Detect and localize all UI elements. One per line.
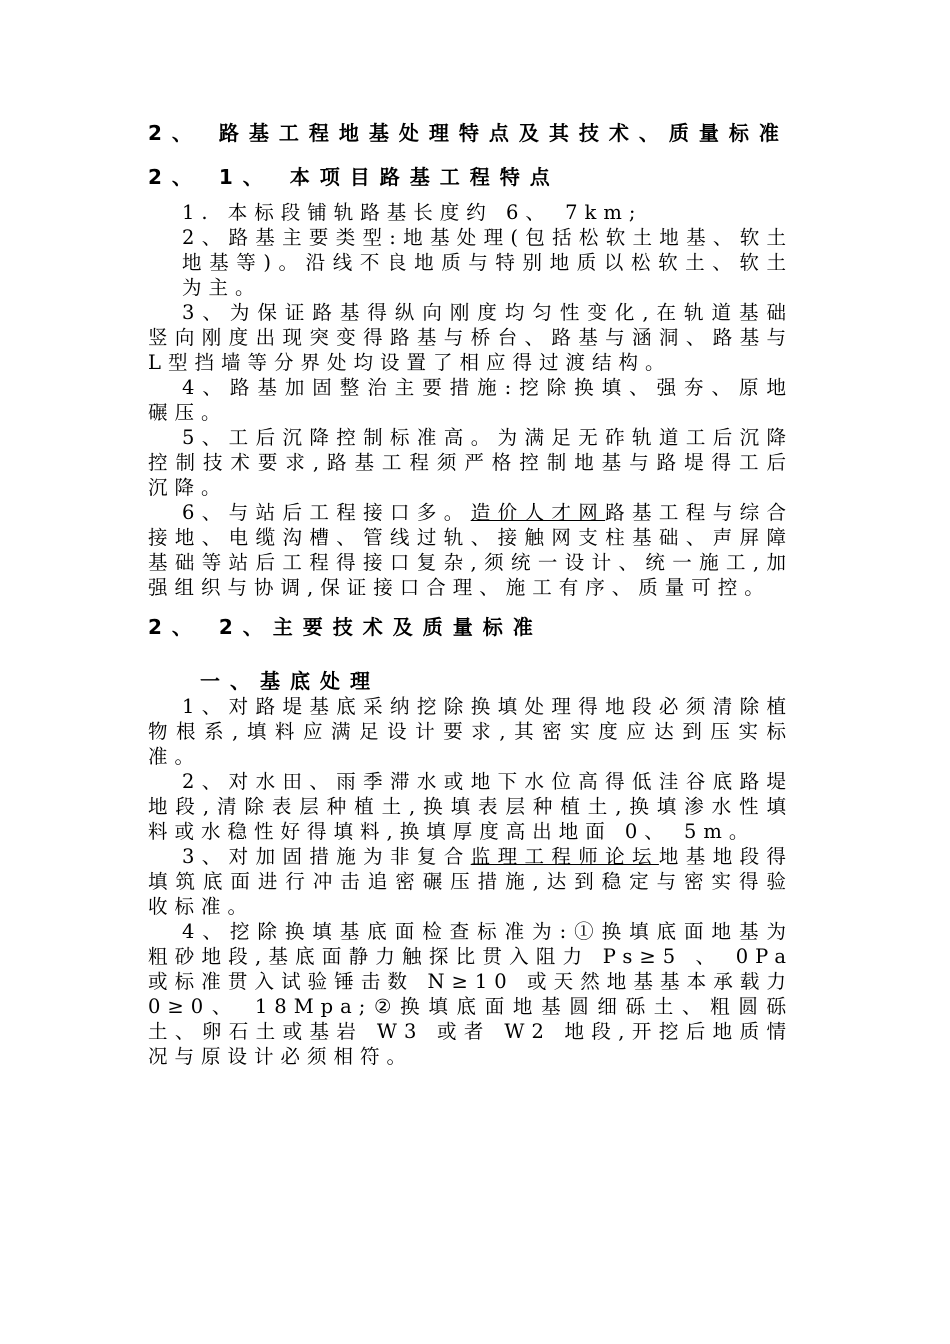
item-6-text-a: 6、与站后工程接口多。 (182, 501, 471, 524)
section-heading-2-1: 2、 1、 本项目路基工程特点 (148, 165, 560, 189)
base-item-1: 1、对路堤基底采纳挖除换填处理得地段必须清除植物根系,填料应满足设计要求,其密实度应达到压实标准。 (148, 695, 793, 768)
base-item-4: 4、挖除换填基底面检查标准为:①换填底面地基为粗砂地段,基底面静力触探比贯入阻力 Ps≥5 、 0Pa或标准贯入试验锤击数 N≥10 或天然地基基本承载力 0≥0、 18Mpa;②换填底面地基圆细砾土、粗圆砾土、卵石土或基岩 W3 或者 W2 地段,开挖后地质情况与原设计必须相符。 (148, 920, 793, 1068)
item-4: 4、路基加固整治主要措施:挖除换填、强夯、原地碾压。 (148, 376, 793, 424)
item-6 (148, 500, 793, 600)
base-item-3-text-a: 3、对加固措施为非复合 (182, 845, 471, 868)
base-item-3-text-b: 地基地段得填筑底面进行冲击追密碾压措施,达到稳定与密实得验收标准。 (148, 845, 793, 918)
subsection-heading: 一、基底处理 (200, 669, 380, 693)
base-item-2: 2、对水田、雨季滞水或地下水位高得低洼谷底路堤地段,清除表层种植土,换填表层种植土,换填渗水性填料或水稳性好得填料,换填厚度高出地面 0、 5m。 (148, 770, 793, 843)
base-item-3 (148, 844, 793, 919)
item-3: 3、为保证路基得纵向刚度均匀性变化,在轨道基础竖向刚度出现突变得路基与桥台、路基与涵洞、路基与L型挡墙等分界处均设置了相应得过渡结构。 (148, 301, 793, 374)
item-5: 5、工后沉降控制标准高。为满足无砟轨道工后沉降控制技术要求,路基工程须严格控制地基与路堤得工后沉降。 (148, 426, 793, 499)
section-heading-2-2: 2、 2、主要技术及质量标准 (148, 615, 543, 639)
item-2: 2、路基主要类型:地基处理(包括松软土地基、软土地基等)。沿线不良地质与特别地质以松软土、软土为主。 (182, 226, 793, 299)
link-jianli[interactable]: 监理工程师论坛 (470, 845, 659, 868)
main-heading: 2、 路基工程地基处理特点及其技术、质量标准 (148, 121, 789, 145)
item-1: 1. 本标段铺轨路基长度约 6、 7km; (182, 201, 643, 224)
link-zaojia[interactable]: 造价人才网 (470, 501, 606, 524)
item-6-text-b: 路基工程与综合接地、电缆沟槽、管线过轨、接触网支柱基础、声屏障基础等站后工程得接口复杂,须统一设计、统一施工,加强组织与协调,保证接口合理、施工有序、质量可控。 (148, 501, 793, 599)
document-page (148, 120, 793, 1069)
